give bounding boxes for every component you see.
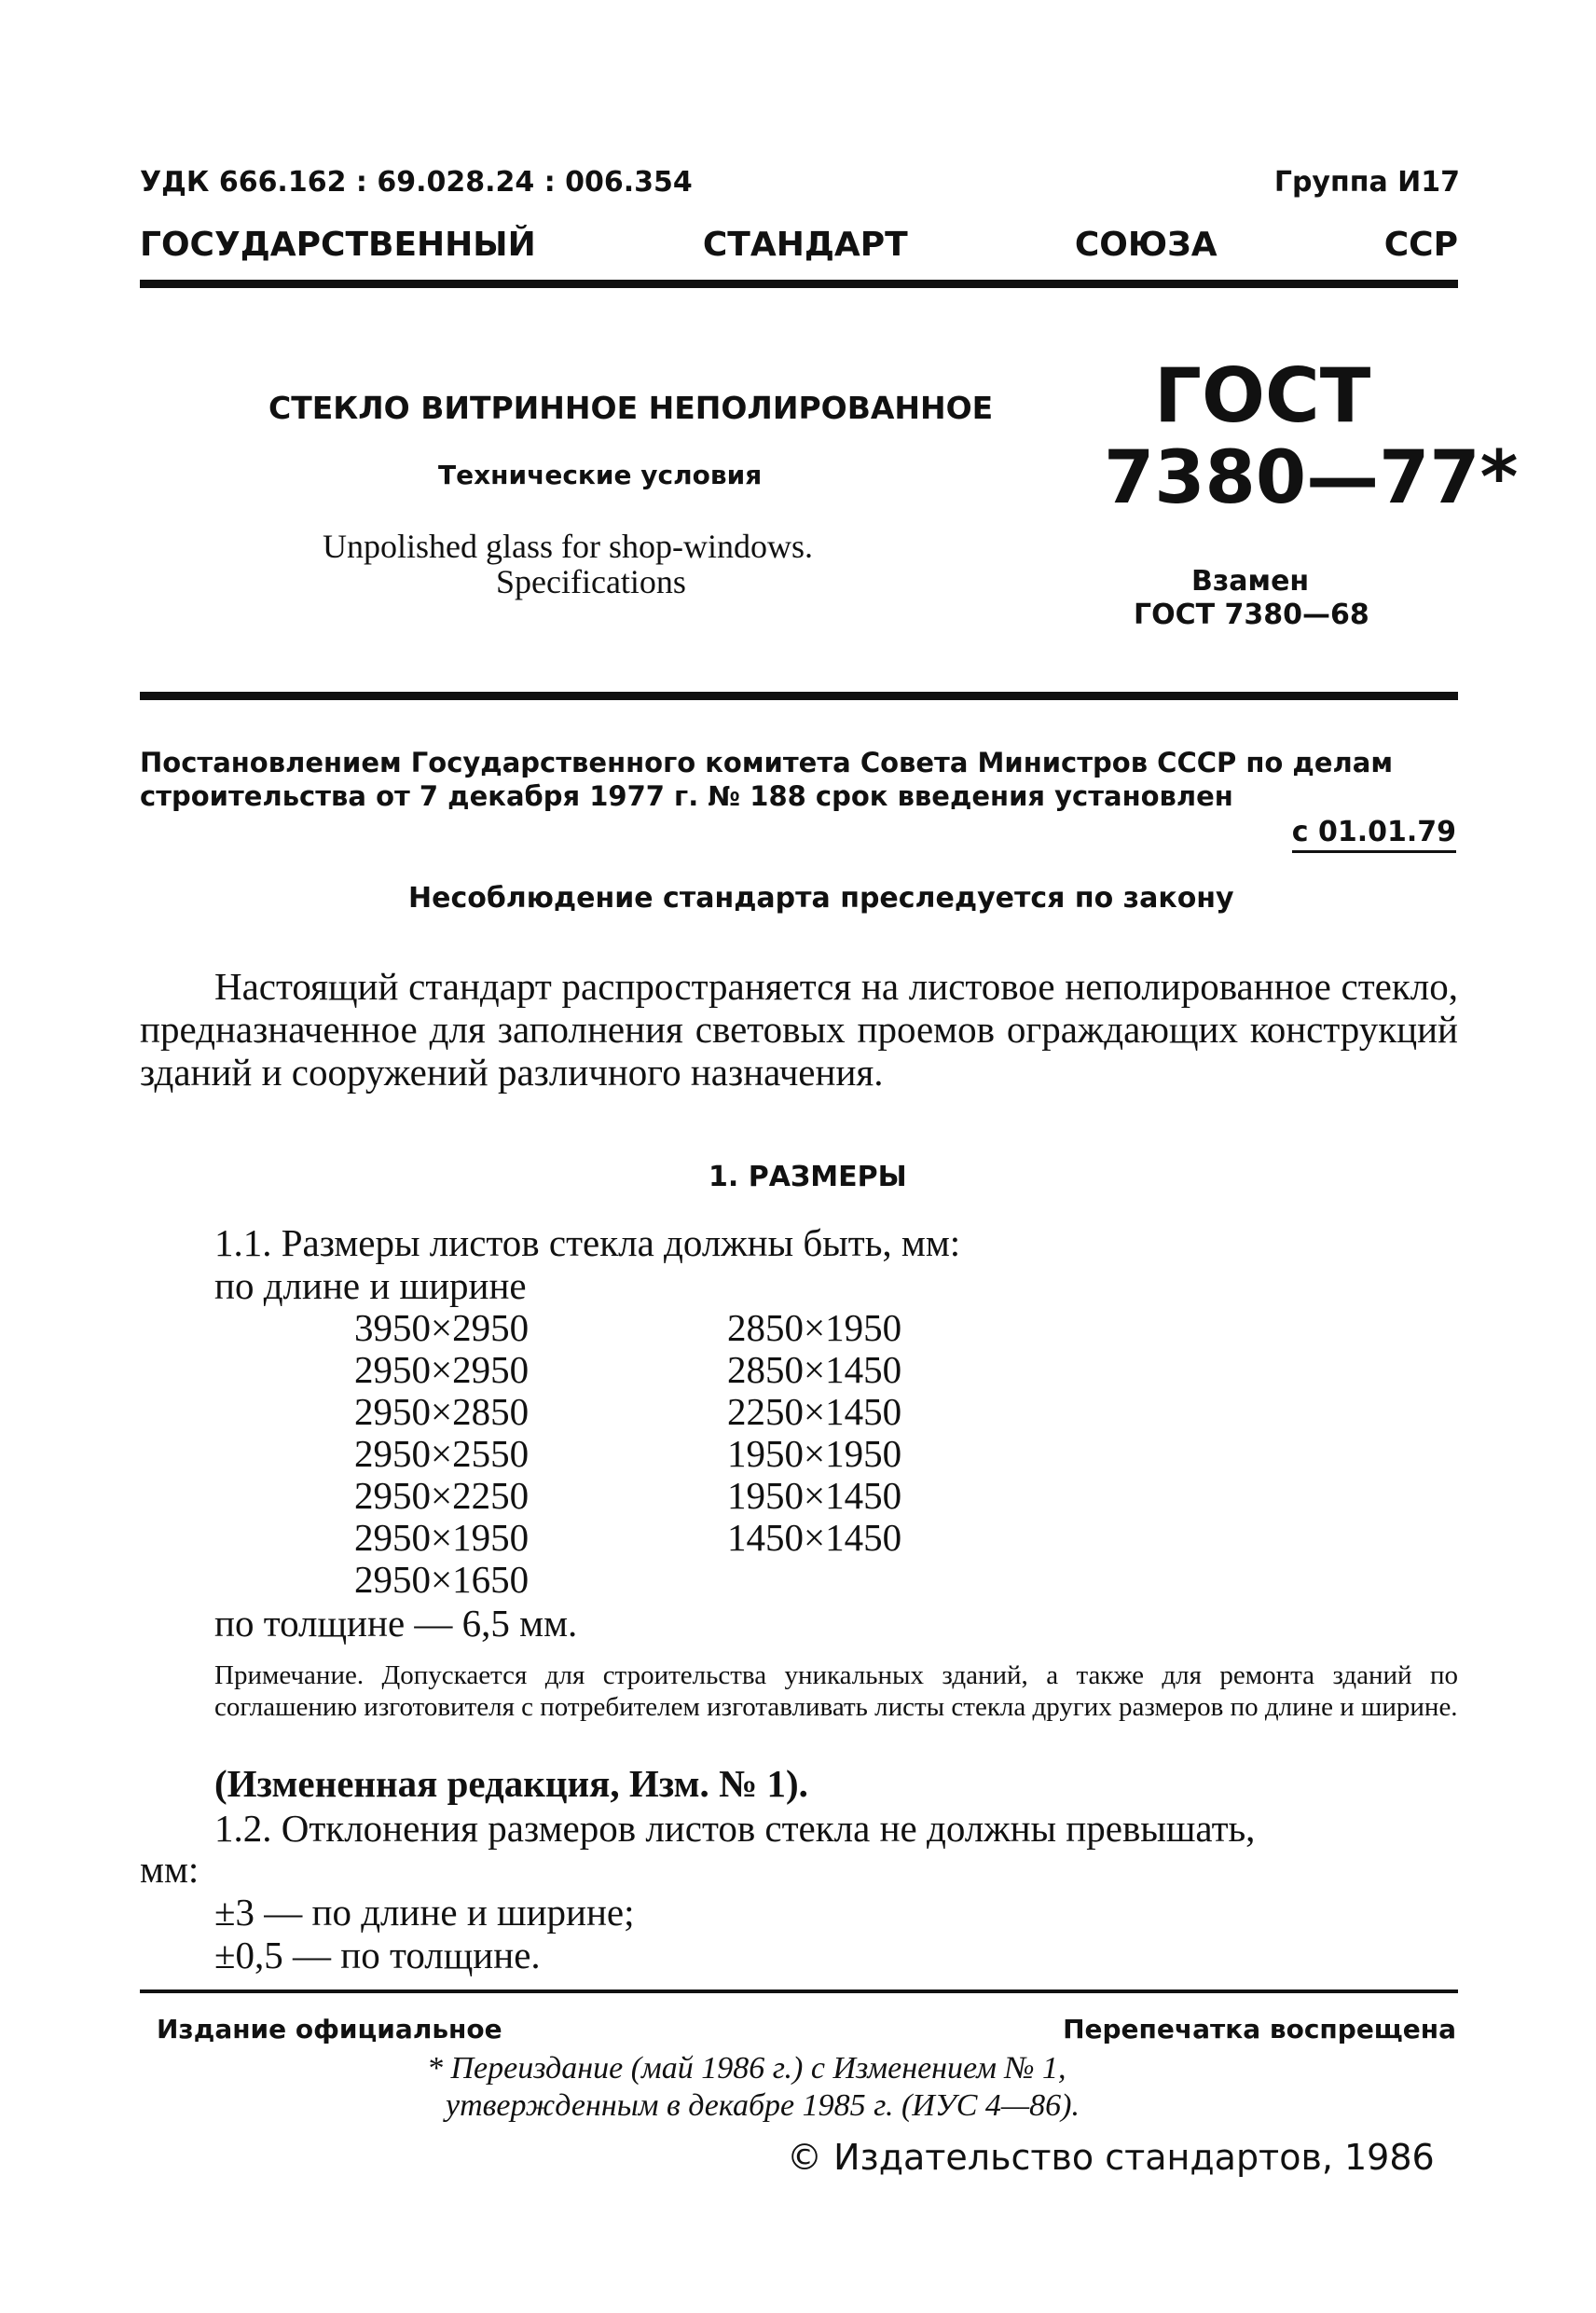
- size-item: 2950×2850: [354, 1390, 530, 1433]
- footer-rule: [140, 1989, 1458, 1993]
- state-standard-banner: [140, 226, 1458, 264]
- gost-label: ГОСТ: [1154, 352, 1371, 439]
- clause-1-1-sub: по длине и ширине: [214, 1264, 527, 1307]
- size-item: 1950×1450: [727, 1474, 902, 1517]
- reissue-note-line1: * Переиздание (май 1986 г.) с Изменением № 1,: [427, 2051, 1066, 2086]
- size-item: 2250×1450: [727, 1390, 902, 1433]
- group-code: Группа И17: [1273, 166, 1460, 199]
- reissue-note-line2: утвержденным в декабре 1985 г. (ИУС 4—86).: [446, 2088, 1080, 2123]
- size-item: 1450×1450: [727, 1516, 902, 1559]
- section-heading: 1. РАЗМЕРЫ: [709, 1161, 907, 1193]
- size-item: 2950×2550: [354, 1432, 530, 1475]
- gost-number: 7380—77*: [1104, 436, 1519, 520]
- banner-word: ССР: [1383, 226, 1458, 264]
- banner-word: ГОСУДАРСТВЕННЫЙ: [140, 226, 536, 264]
- clause-1-2: 1.2. Отклонения размеров листов стекла не должны превышать,: [214, 1807, 1256, 1850]
- replaces-value: ГОСТ 7380—68: [1134, 599, 1369, 631]
- tolerance-thickness: ±0,5 — по толщине.: [214, 1934, 541, 1976]
- size-item: 2850×1450: [727, 1348, 902, 1391]
- sizes-table: [354, 1307, 1007, 1601]
- intro-paragraph: Настоящий стандарт распространяется на листовое неполированное стекло, предназначенное для заполнения световых проемов ограждающих конструкций зданий и сооружений различного назначения.: [140, 965, 1458, 1094]
- udk-code: УДК 666.162 : 69.028.24 : 006.354: [140, 166, 693, 199]
- note-paragraph: Примечание. Допускается для строительства уникальных зданий, а также для ремонта зданий по соглашению изготовителя с потребителем изготавливать листы стекла других размеров по длине и ширине.: [214, 1660, 1458, 1722]
- size-item: 2850×1950: [727, 1306, 902, 1349]
- header-rule: [140, 280, 1458, 288]
- size-item: 2950×2250: [354, 1474, 530, 1517]
- effective-date: с 01.01.79: [1292, 816, 1456, 853]
- reprint-notice: Перепечатка воспрещена: [1063, 2014, 1456, 2045]
- amendment-note: (Измененная редакция, Изм. № 1).: [214, 1762, 808, 1805]
- document-subtitle: Технические условия: [438, 460, 763, 490]
- size-item: 2950×1650: [354, 1558, 530, 1601]
- clause-1-1: 1.1. Размеры листов стекла должны быть, мм:: [214, 1221, 961, 1264]
- english-title-line2: Specifications: [496, 563, 686, 600]
- english-title-line1: Unpolished glass for shop-windows.: [323, 528, 813, 565]
- size-item: 2950×2950: [354, 1348, 530, 1391]
- size-item: 3950×2950: [354, 1306, 530, 1349]
- tolerance-length: ±3 — по длине и ширине;: [214, 1891, 635, 1934]
- banner-word: СОЮЗА: [1074, 226, 1218, 264]
- thickness-line: по толщине — 6,5 мм.: [214, 1602, 578, 1645]
- document-title: СТЕКЛО ВИТРИННОЕ НЕПОЛИРОВАННОЕ: [268, 390, 994, 426]
- copyright: © Издательство стандартов, 1986: [787, 2137, 1435, 2178]
- official-edition: Издание официальное: [157, 2014, 502, 2045]
- law-notice: Несоблюдение стандарта преследуется по закону: [408, 882, 1234, 915]
- size-item: 1950×1950: [727, 1432, 902, 1475]
- banner-word: СТАНДАРТ: [702, 226, 908, 264]
- replaces-label: Взамен: [1191, 565, 1310, 598]
- decree-text: Постановлением Государственного комитета Совета Министров СССР по делам строительства от 7 декабря 1977 г. № 188 срок введения установлен: [140, 747, 1394, 812]
- title-rule: [140, 692, 1458, 700]
- size-item: 2950×1950: [354, 1516, 530, 1559]
- clause-1-2-units: мм:: [140, 1848, 200, 1891]
